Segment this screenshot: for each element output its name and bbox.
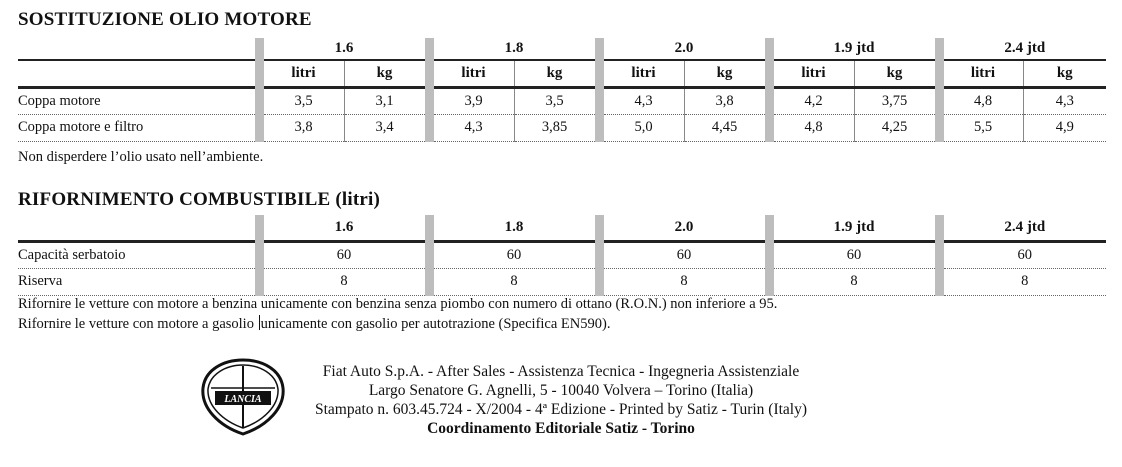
table-cell: 4,45	[684, 114, 769, 141]
unit-header: kg	[854, 60, 939, 87]
table-cell: 3,5	[514, 87, 599, 114]
table-cell: 3,8	[684, 87, 769, 114]
unit-header: litri	[429, 60, 514, 87]
row-label: Coppa motore e filtro	[18, 114, 259, 141]
engine-header: 1.8	[429, 38, 599, 60]
logo-text: LANCIA	[224, 394, 262, 405]
engine-header: 1.8	[429, 215, 599, 241]
footer-line-1: Fiat Auto S.p.A. - After Sales - Assistenza Tecnica - Ingegneria Assistenziale	[322, 363, 800, 380]
oil-note: Non disperdere l’olio usato nell’ambiente.	[18, 149, 264, 165]
table-cell: 3,9	[429, 87, 514, 114]
fuel-note-diesel-part1: Rifornire le vetture con motore a gasolio	[18, 316, 258, 332]
table-cell: 4,8	[939, 87, 1023, 114]
unit-header: kg	[514, 60, 599, 87]
text-cursor	[259, 315, 260, 330]
oil-section-title: SOSTITUZIONE OLIO MOTORE	[18, 9, 312, 30]
table-row	[18, 241, 1106, 268]
footer-line-4: Coordinamento Editoriale Satiz - Torino	[427, 420, 695, 437]
row-label: Capacità serbatoio	[18, 241, 259, 268]
fuel-table	[18, 215, 1106, 296]
table-cell: 8	[429, 268, 599, 295]
engine-header: 1.6	[259, 38, 429, 60]
row-label: Coppa motore	[18, 87, 259, 114]
fuel-note-petrol: Rifornire le vetture con motore a benzina unicamente con benzina senza piombo con numero di ottano (R.O.N.) non inferiore a 95.	[18, 296, 778, 312]
table-cell: 3,8	[259, 114, 344, 141]
footer-line-3: Stampato n. 603.45.724 - X/2004 - 4ª Edizione - Printed by Satiz - Turin (Italy)	[314, 401, 808, 418]
unit-header: litri	[769, 60, 854, 87]
table-cell: 4,3	[599, 87, 684, 114]
engine-header: 2.4 jtd	[939, 215, 1106, 241]
unit-header: litri	[599, 60, 684, 87]
table-cell: 3,1	[344, 87, 429, 114]
table-row	[18, 87, 1106, 114]
row-label: Riserva	[18, 268, 259, 295]
table-cell: 3,4	[344, 114, 429, 141]
table-cell: 5,5	[939, 114, 1023, 141]
fuel-note-diesel	[18, 315, 610, 333]
engine-header: 2.4 jtd	[939, 38, 1106, 60]
engine-header: 2.0	[599, 38, 769, 60]
table-cell: 8	[939, 268, 1106, 295]
engine-header: 1.9 jtd	[769, 215, 939, 241]
unit-header: litri	[939, 60, 1023, 87]
unit-header: kg	[684, 60, 769, 87]
fuel-section-title: RIFORNIMENTO COMBUSTIBILE (litri)	[18, 189, 380, 210]
table-cell: 3,75	[854, 87, 939, 114]
table-cell: 5,0	[599, 114, 684, 141]
table-cell: 60	[429, 241, 599, 268]
table-cell: 8	[599, 268, 769, 295]
unit-header: litri	[259, 60, 344, 87]
table-cell: 4,25	[854, 114, 939, 141]
fuel-note-diesel-part2: unicamente con gasolio per autotrazione (Specifica EN590).	[260, 316, 611, 332]
table-cell: 60	[939, 241, 1106, 268]
table-cell: 60	[259, 241, 429, 268]
engine-header: 1.6	[259, 215, 429, 241]
table-cell: 4,3	[1023, 87, 1106, 114]
table-cell: 4,9	[1023, 114, 1106, 141]
table-cell: 8	[259, 268, 429, 295]
table-row	[18, 114, 1106, 141]
table-cell: 8	[769, 268, 939, 295]
table-cell: 4,8	[769, 114, 854, 141]
table-row	[18, 268, 1106, 295]
table-cell: 4,2	[769, 87, 854, 114]
table-cell: 3,85	[514, 114, 599, 141]
engine-header: 2.0	[599, 215, 769, 241]
oil-table	[18, 38, 1106, 142]
table-cell: 60	[769, 241, 939, 268]
unit-header: kg	[1023, 60, 1106, 87]
footer-line-2: Largo Senatore G. Agnelli, 5 - 10040 Volvera – Torino (Italia)	[368, 382, 754, 399]
unit-header: kg	[344, 60, 429, 87]
engine-header: 1.9 jtd	[769, 38, 939, 60]
table-cell: 60	[599, 241, 769, 268]
table-cell: 4,3	[429, 114, 514, 141]
table-cell: 3,5	[259, 87, 344, 114]
